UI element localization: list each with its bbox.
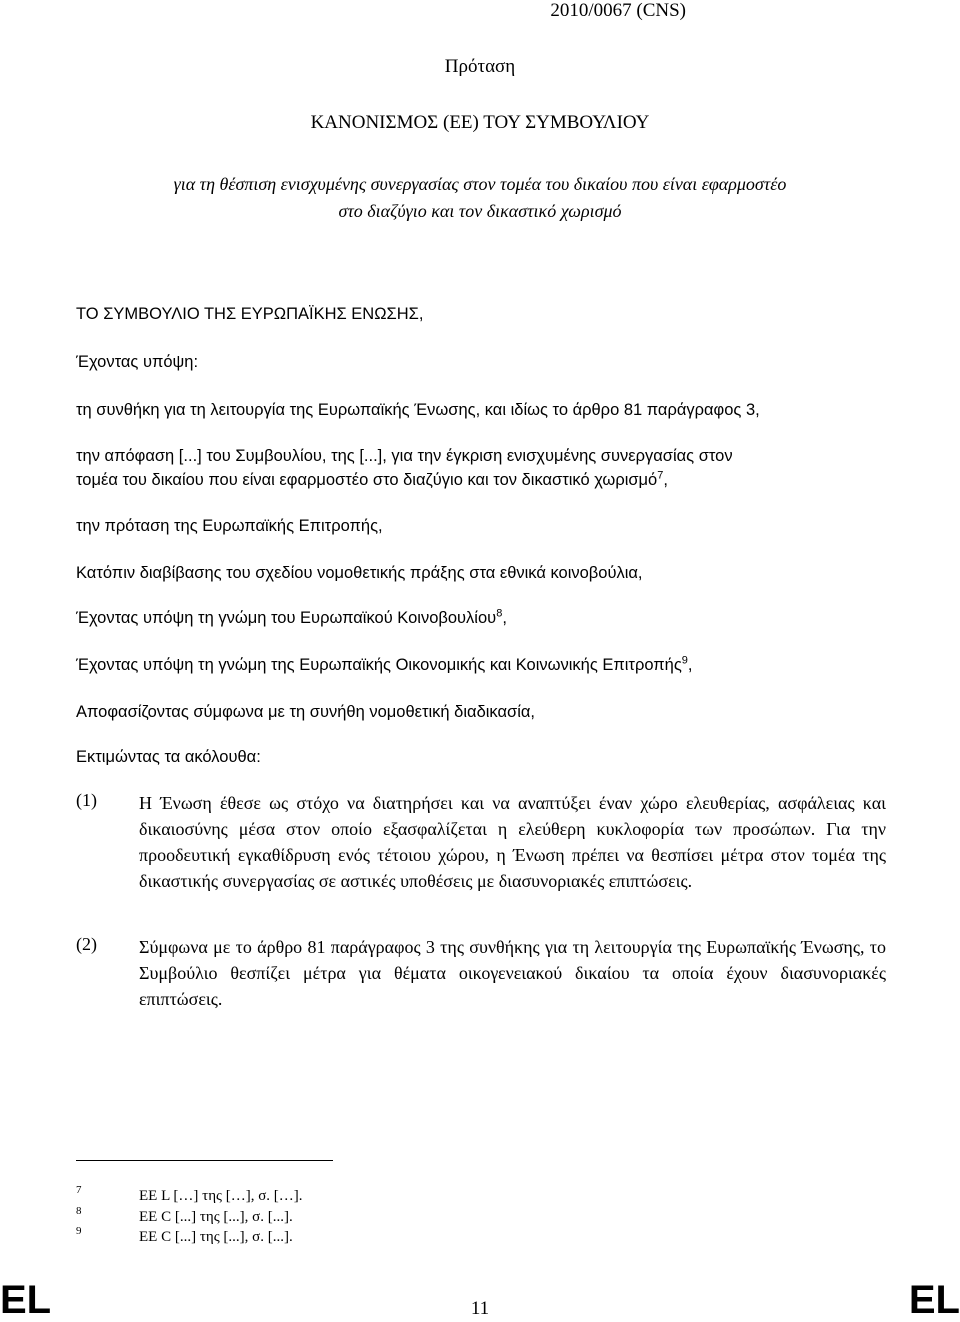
parliament-end: , [502,609,507,627]
treaty-citation: τη συνθήκη για τη λειτουργία της Ευρωπαϊκής Ένωσης, και ιδίως το άρθρο 81 παράγραφος 3, [76,401,760,419]
footnote-ref-8[interactable]: 8 [496,607,503,620]
footnote-separator [76,1160,333,1161]
decision-citation [76,444,886,492]
footnote-ref-7[interactable]: 7 [657,469,664,482]
decision-line-2-text: τομέα του δικαίου που είναι εφαρμοστέο στο διαζύγιο και τον δικαστικό χωρισμό [76,471,658,489]
having-regard: Έχοντας υπόψη: [76,353,199,371]
recital-number: (2) [76,934,97,954]
subtitle-line-1: για τη θέσπιση ενισχυμένης συνεργασίας στον τομέα του δικαίου που είναι εφαρμοστέο [173,174,787,194]
eesc-text: Έχοντας υπόψη τη γνώμη της Ευρωπαϊκής Οικονομικής και Κοινωνικής Επιτροπής [76,656,682,674]
footnote-number: 8 [76,1205,82,1217]
council-heading: ΤΟ ΣΥΜΒΟΥΛΙΟ ΤΗΣ ΕΥΡΩΠΑΪΚΗΣ ΕΝΩΣΗΣ, [76,305,424,323]
language-code-left: EL [0,1278,52,1322]
regulation-subtitle [0,171,960,225]
subtitle-line-2: στο διαζύγιο και τον δικαστικό χωρισμό [338,201,622,221]
recital-text: Σύμφωνα με το άρθρο 81 παράγραφος 3 της συνθήκης για τη λειτουργία της Ευρωπαϊκής Ένωσης, το Συμβούλιο θεσπίζει μέτρα για θέματα οικογενειακού δικαίου τα οποία έχουν διασυνοριακές επιπτώσεις. [139,937,886,1009]
footnote-number: 7 [76,1184,82,1196]
commission-citation: την πρόταση της Ευρωπαϊκής Επιτροπής, [76,517,383,535]
proposal-label: Πρόταση [444,56,516,77]
regulation-title: ΚΑΝΟΝΙΣΜΟΣ (ΕΕ) ΤΟΥ ΣΥΜΒΟΥΛΙΟΥ [310,112,650,133]
eesc-end: , [687,656,693,674]
footnote-text: ΕΕ C [...] της [...], σ. [...]. [139,1209,293,1225]
parliament-text: Έχοντας υπόψη τη γνώμη του Ευρωπαϊκού Κοινοβουλίου [76,609,497,627]
procedure-citation: Αποφασίζοντας σύμφωνα με τη συνήθη νομοθετική διαδικασία, [76,703,535,721]
footnote-text: ΕΕ L […] της […], σ. […]. [139,1188,303,1204]
transmission-citation: Κατόπιν διαβίβασης του σχεδίου νομοθετικής πράξης στα εθνικά κοινοβούλια, [76,564,643,582]
language-code-right: EL [908,1278,960,1322]
document-reference: 2010/0067 (CNS) [550,0,686,21]
decision-line-2-end: , [663,471,668,489]
footnote-text: ΕΕ C [...] της [...], σ. [...]. [139,1229,293,1245]
footnote-ref-9[interactable]: 9 [681,654,688,667]
parliament-citation [76,606,886,630]
page-number: 11 [470,1298,490,1319]
eesc-citation [76,653,886,677]
recital-number: (1) [76,790,97,810]
decision-line-2 [76,468,886,492]
footnote-number: 9 [76,1225,82,1237]
recital-text: Η Ένωση έθεσε ως στόχο να διατηρήσει και να αναπτύξει έναν χώρο ελευθερίας, ασφάλειας και δικαιοσύνης μέσα στον οποίο εξασφαλίζεται η ελεύθερη κυκλοφορία των προσώπων. Για την προοδευτική εγκαθίδρυση ενός τέτοιου χώρου, η Ένωση πρέπει να θεσπίσει μέτρα στον τομέα της δικαστικής συνεργασίας σε αστικές υποθέσεις με διασυνοριακές επιπτώσεις. [139,793,886,891]
whereas-heading: Εκτιμώντας τα ακόλουθα: [76,748,261,766]
decision-line-1: την απόφαση [...] του Συμβουλίου, της [...], για την έγκριση ενισχυμένης συνεργασίας στον [76,447,733,465]
